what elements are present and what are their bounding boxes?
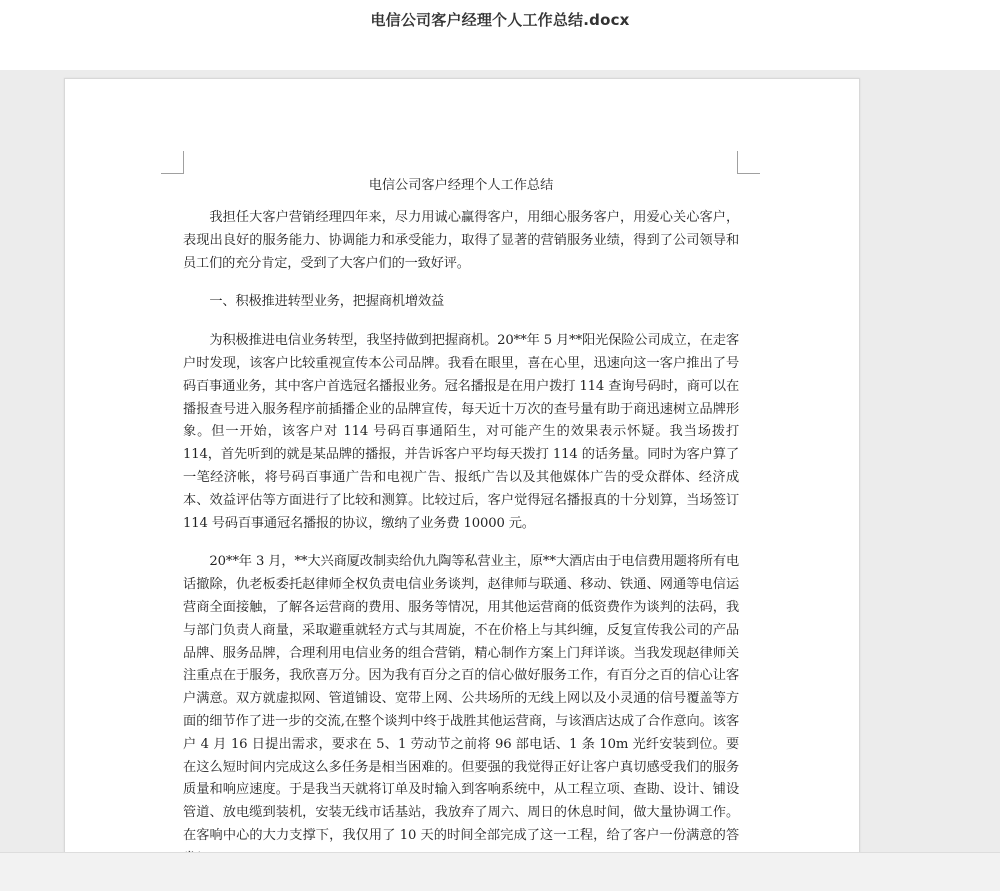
document-file-name: 电信公司客户经理个人工作总结.docx xyxy=(370,11,630,29)
paragraph-intro: 我担任大客户营销经理四年来，尽力用诚心赢得客户，用细心服务客户，用爱心关心客户，表现出良好的服务能力、协调能力和承受能力，取得了显著的营销服务业绩，得到了公司领导和员工们的充分肯定，受到了大客户们的一致好评。 xyxy=(183,210,739,271)
document-workspace[interactable] xyxy=(0,70,1000,852)
bottom-bar xyxy=(0,852,1000,891)
document-page[interactable] xyxy=(64,78,860,854)
document-body[interactable] xyxy=(183,175,739,871)
paragraph-case-hotel: 20**年 3 月，**大兴商厦改制卖给仇九陶等私营业主，原**大酒店由于电信费用题将所有电话撤除，仇老板委托赵律师全权负责电信业务谈判，赵律师与联通、移动、铁通、网通等电信运营商全面接触，了解各运营商的费用、服务等情况，用其他运营商的低资费作为谈判的法码，我与部门负责人商量，采取避重就轻方式与其周旋，不在价格上与其纠缠，反复宣传我公司的产品品牌、服务品牌，合理利用电信业务的组合营销，精心制作方案上门拜详谈。当我发现赵律师关注重点在于服务，我欣喜万分。因为我有百分之百的信心做好服务工作，有百分之百的信心让客户满意。双方就虚拟网、管道铺设、宽带上网、公共场所的无线上网以及小灵通的信号覆盖等方面的细节作了进一步的交流,在整个谈判中终于战胜其他运营商，与该酒店达成了合作意向。该客户 4 月 16 日提出需求，要求在 5、1 劳动节之前将 96 部电话、1 条 10m 光纤安装到位。要在这么短时间内完成这么多任务是相当困难的。但要强的我觉得正好让客户真切感受我们的服务质量和响应速度。于是我当天就将订单及时输入到客响系统中，从工程立项、查勘、设计、铺设管道、放电缆到装机，安装无线市话基站，我放弃了周六、周日的休息时间，做大量协调工作。在客响中心的大力支撑下，我仅用了 10 天的时间全部完成了这一工程，给了客户一份满意的答 xyxy=(183,554,739,843)
title-bar xyxy=(0,0,1000,70)
margin-corner-top-right xyxy=(737,151,760,174)
document-title: 电信公司客户经理个人工作总结 xyxy=(368,178,554,193)
section-heading: 一、积极推进转型业务，把握商机增效益 xyxy=(209,294,445,310)
margin-corner-top-left xyxy=(161,151,184,174)
paragraph-case-insurance: 为积极推进电信业务转型，我坚持做到把握商机。20**年 5 月**阳光保险公司成立，在走客户时发现，该客户比较重视宣传本公司品牌。我看在眼里，喜在心里，迅速向这一客户推出了号码百事通业务，其中客户首选冠名播报业务。冠名播报是在用户拨打 114 查询号码时，商可以在播报查号进入服务程序前插播企业的品牌宣传，每天近十万次的查号量有助于商迅速树立品牌形象。但一开始，该客户对 114 号码百事通陌生，对可能产生的效果表示怀疑。我当场拨打 114，首先听到的就是某品牌的播报，并告诉客户平均每天拨打 114 的话务量。同时为客户算了一笔经济帐，将号码百事通广告和电视广告、报纸广告以及其他媒体广告的受众群体、经济成本、效益评估等方面进行了比较和测算。比较过后，客户觉得冠名播报真的十分划算，当场签订 114 号码百事通冠名播报的协议，缴纳了业务费 10000 元。 xyxy=(183,333,739,531)
